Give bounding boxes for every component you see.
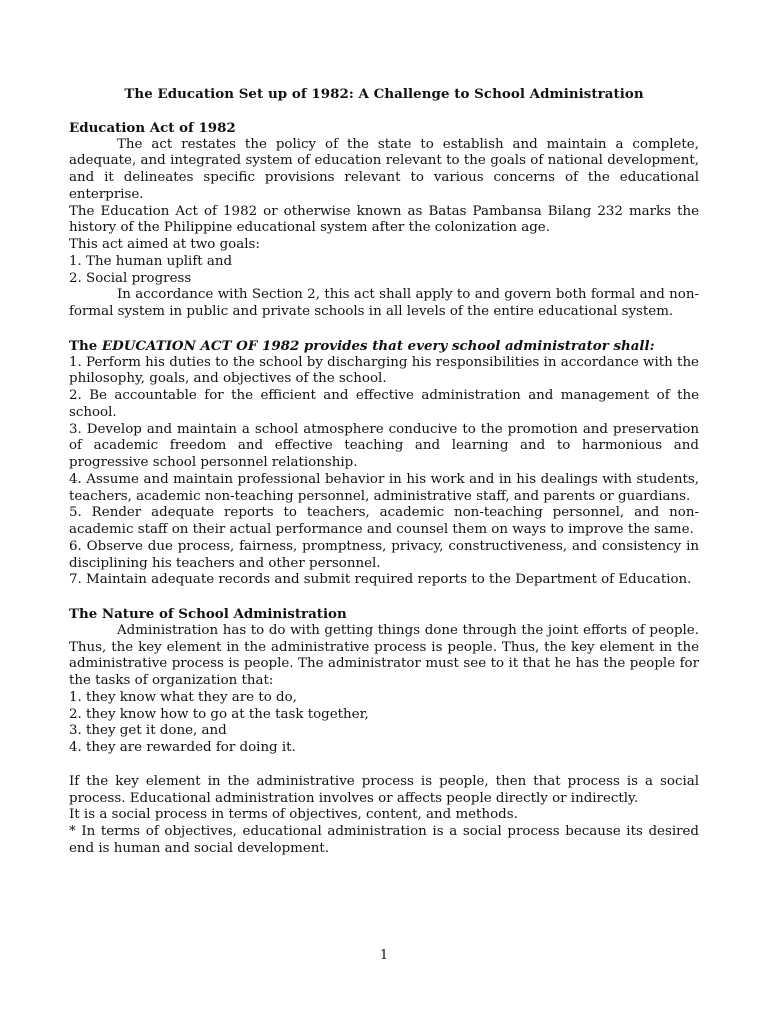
spacer xyxy=(69,757,699,774)
section-heading-education-act: Education Act of 1982 xyxy=(69,119,236,136)
administrator-duties-list xyxy=(69,355,699,590)
paragraph: It is a social process in terms of objectives, content, and methods. xyxy=(69,807,518,823)
list-item: 2. they know how to go at the task together, xyxy=(69,706,369,722)
spacer xyxy=(69,321,699,338)
list-item: 3. Develop and maintain a school atmosphere conducive to the promotion and preservation of academic freedom and effective teaching and learning and to harmonious and progressive school personnel relationship. xyxy=(69,421,699,470)
list-item: 7. Maintain adequate records and submit required reports to the Department of Education. xyxy=(69,572,692,588)
heading-emphasis: EDUCATION ACT OF 1982 provides that every school administrator shall: xyxy=(101,337,655,354)
list-item: 2. Be accountable for the efficient and effective administration and management of the school. xyxy=(69,388,699,420)
list-item: 1. The human uplift and xyxy=(69,253,233,269)
section-heading-nature: The Nature of School Administration xyxy=(69,606,347,622)
list-item: 4. they are rewarded for doing it. xyxy=(69,740,296,755)
section-heading-administrator-duties xyxy=(69,338,699,355)
list-item: 2. Social progress xyxy=(69,270,192,286)
list-item: 5. Render adequate reports to teachers, academic non-teaching personnel, and non-academic staff on their actual performance and counsel them on ways to improve the same. xyxy=(69,505,699,537)
list-item: 1. Perform his duties to the school by discharging his responsibilities in accordance with the philosophy, goals, and objectives of the school. xyxy=(69,354,699,387)
paragraph: * In terms of objectives, educational administration is a social process because its desired end is human and social development. xyxy=(69,824,699,856)
list-item: 3. they get it done, and xyxy=(69,723,227,739)
goals-intro: This act aimed at two goals: xyxy=(69,237,260,252)
organization-tasks-list xyxy=(69,690,699,757)
paragraph: The act restates the policy of the state to establish and maintain a complete, adequate, and integrated system of education relevant to the goals of national development, and it delineates specific provisions relevant to various concerns of the educational enterprise. xyxy=(69,136,699,202)
list-item: 1. they know what they are to do, xyxy=(69,689,297,705)
list-item: 4. Assume and maintain professional behavior in his work and in his dealings with students, teachers, academic non-teaching personnel, administrative staff, and parents or guardians. xyxy=(69,471,699,504)
document-page xyxy=(69,86,699,858)
paragraph: The Education Act of 1982 or otherwise known as Batas Pambansa Bilang 232 marks the history of the Philippine educational system after the colonization age. xyxy=(69,203,699,236)
paragraph: In accordance with Section 2, this act shall apply to and govern both formal and non- formal system in public and private schools in all levels of the entire educational system. xyxy=(69,287,699,319)
document-title: The Education Set up of 1982: A Challenge to School Administration xyxy=(124,86,644,102)
list-item: 6. Observe due process, fairness, promptness, privacy, constructiveness, and consistency in disciplining his teachers and other personnel. xyxy=(69,538,699,571)
spacer xyxy=(69,589,699,606)
heading-prefix: The xyxy=(69,337,102,354)
page-number: 1 xyxy=(379,948,389,963)
paragraph: If the key element in the administrative process is people, then that process is a social process. Educational administration involves or affects people directly or indirectly. xyxy=(69,773,699,806)
paragraph: Administration has to do with getting things done through the joint efforts of people. Thus, the key element in the administrative process is people. Thus, the key element in the administrative process is people. The administrator must see to it that he has the people for the tasks of organization that: xyxy=(69,622,699,688)
